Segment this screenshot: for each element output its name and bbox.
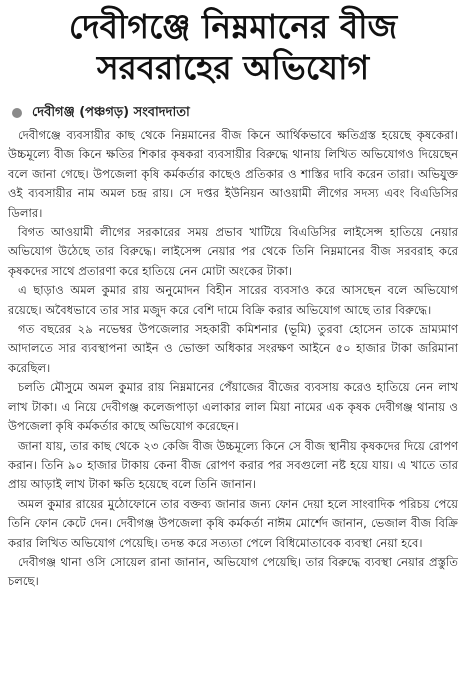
bullet-icon: [12, 108, 22, 118]
paragraph-2: বিগত আওয়ামী লীগের সরকারের সময় প্রভাব খাটিয়ে বিএডিসির লাইসেন্স হাতিয়ে নেয়ার অভিযোগ উঠেছে তার বিরুদ্ধে। লাইসেন্স নেয়ার পর থেকে তিনি নিম্নমানের বীজ সরবরাহ করে কৃষকদের সাথে প্রতারণা করে হাতিয়ে নেন মোটা অংকের টাকা।: [8, 225, 458, 278]
article-body: [8, 126, 458, 592]
headline-line-1: দেবীগঞ্জে নিম্নমানের বীজ: [68, 7, 398, 46]
byline-text: দেবীগঞ্জ (পঞ্চগড়) সংবাদদাতা: [32, 104, 190, 120]
paragraph-6: জানা যায়, তার কাছ থেকে ২৩ কেজি বীজ উচ্চমূল্যে কিনে সে বীজ স্থানীয় কৃষকদের দিয়ে রোপণ করান। তিনি ৯০ হাজার টাকায় কেনা বীজ রোপণ করার পর সবগুলো নষ্ট হয়ে যায়। এ খাতে তার প্রায় আড়াই লাখ টাকা ক্ষতি হয়েছে বলে তিনি জানান।: [8, 438, 458, 492]
paragraph-1: দেবীগঞ্জে ব্যবসায়ীর কাছ থেকে নিম্নমানের বীজ কিনে আর্থিকভাবে ক্ষতিগ্রস্ত হয়েছে কৃষকেরা। উচ্চমূল্যে বীজ কিনে ক্ষতির শিকার কৃষকরা ব্যবসায়ীর বিরুদ্ধে থানায় লিখিত অভিযোগও দিয়েছেন বলে জানা গেছে। উপজেলা কৃষি কর্মকর্তার কাছেও প্রতিকার ও শাস্তির দাবি করেন তারা। অভিযুক্ত ওই ব্যবসায়ীর নাম অমল চন্দ্র রায়। সে দপ্তর ইউনিয়ন আওয়ামী লীগের সদস্য এবং বিএডিসির ডিলার।: [8, 128, 458, 220]
paragraph-4: গত বছরের ২৯ নভেম্বর উপজেলার সহকারী কমিশনার (ভূমি) তুরবা হোসেন তাকে ভ্রাম্যমাণ আদালতে সার ব্যবস্থাপনা আইন ও ভোক্তা অধিকার সংরক্ষণ আইনে ৫০ হাজার টাকা জরিমানা করেছিল।: [8, 322, 458, 375]
byline: [8, 104, 458, 122]
paragraph-5: চলতি মৌসুমে অমল কুমার রায় নিম্নমানের পেঁয়াজের বীজের ব্যবসায় করেও হাতিয়ে নেন লাখ লাখ টাকা। এ নিয়ে দেবীগঞ্জ কলেজপাড়া এলাকার লাল মিয়া নামের এক কৃষক দেবীগঞ্জ থানায় ও উপজেলা কৃষি কর্মকর্তার কাছে অভিযোগ করেছেন।: [8, 380, 458, 434]
paragraph-3: এ ছাড়াও অমল কুমার রায় অনুমোদন বিহীন সারের ব্যবসাও করে আসছেন বলে অভিযোগ রয়েছে। অবৈধভাবে তার সার মজুদ করে বেশি দামে বিক্রি করার অভিযোগ আছে তার বিরুদ্ধে।: [8, 283, 458, 317]
headline: [8, 0, 458, 88]
paragraph-8: দেবীগঞ্জ থানা ওসি সোয়েল রানা জানান, অভিযোগ পেয়েছি। তার বিরুদ্ধে ব্যবস্থা নেয়ার প্রস্তুতি চলছে।: [8, 554, 458, 589]
paragraph-7: অমল কুমার রায়ের মুঠোফোনে তার বক্তব্য জানার জন্য ফোন দেয়া হলে সাংবাদিক পরিচয় পেয়ে তিনি ফোন কেটে দেন। দেবীগঞ্জ উপজেলা কৃষি কর্মকর্তা নাঈম মোর্শেদ জানান, ভেজাল বীজ বিক্রি করার লিখিত অভিযোগ পেয়েছি। তদন্ত করে সত্যতা পেলে বিধিমোতাবেক ব্যবস্থা নেয়া হবে।: [8, 496, 458, 550]
headline-line-2: সরবরাহের অভিযোগ: [96, 48, 370, 87]
